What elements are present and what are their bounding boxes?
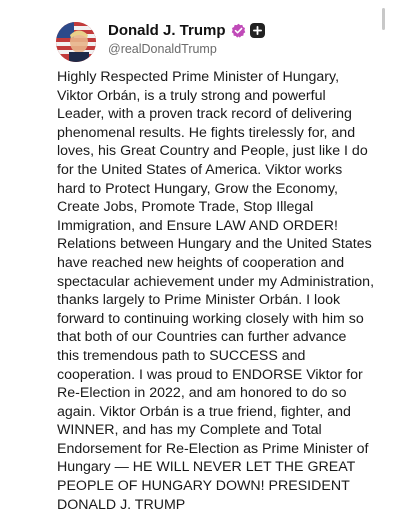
post-text: Highly Respected Prime Minister of Hungary, Viktor Orbán, is a truly strong and powerful Leader, with a proven track record of delivering phenomenal results. He fights tirelessly for, and loves, his Great Country and People, just like I do for the United States of America. Viktor works hard to Protect Hungary, Grow the Economy, Create Jobs, Promote Trade, Stop Illegal Immigration, and Ensure LAW AND ORDER! Relations between Hungary and the United States have reached new heights of cooperation and spectacular achievement under my Administration, thanks largely to Prime Minister Orbán. I look forward to continuing working closely with him so that both of our Countries can further advance this tremendous path to SUCCESS and cooperation. I was proud to ENDORSE Viktor for Re-Election in 2022, and am honored to do so again. Viktor Orbán is a true friend, fighter, and WINNER, and has my Complete and Total Endorsement for Re-Election as Prime Minister of Hungary — HE WILL NEVER LET THE GREAT PEOPLE OF HUNGARY DOWN! PRESIDENT DONALD J. TRUMP [57,69,375,513]
author-handle[interactable]: @realDonaldTrump [108,42,217,57]
avatar-image [56,22,96,62]
name-row [108,22,265,39]
post-header [56,22,265,62]
verified-badge-icon [231,23,246,38]
plus-icon[interactable] [250,23,265,38]
author-names [108,22,265,57]
avatar[interactable] [56,22,96,62]
scrollbar[interactable] [382,8,385,30]
display-name[interactable]: Donald J. Trump [108,22,226,39]
